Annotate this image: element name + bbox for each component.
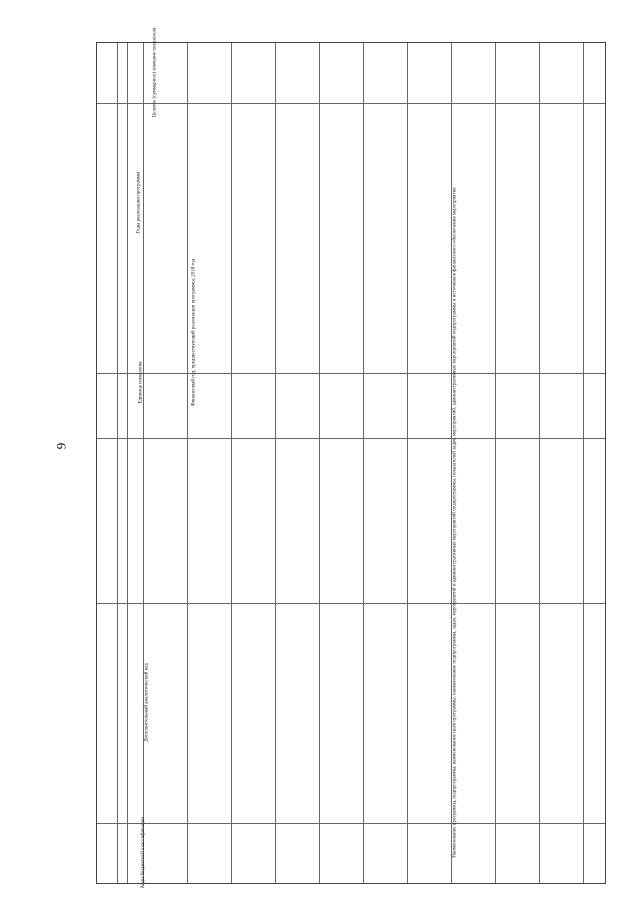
page-number: 9 [53,442,69,450]
header-unit-col: Единица измерения [138,361,144,404]
header-name-col: Наименование программы, подпрограммы, наименование цели программы, наименование подпрограммы, задач, мероприятий и административных мероприятий подпрограммы, показателей задач, мероприятий, административных мероприятий подпрограммы и источников финансового обеспечения мероприятия [452,187,458,858]
header-target-group: Целевое (суммарное) значение показателя [152,27,158,118]
header-left-group: Коды бюджетной классификации [140,817,146,888]
table-frame [96,42,606,884]
header-base-col: Финансовый год, предшествующий реализации программы, 2018 год [191,258,197,407]
header-mid-group: Дополнительный аналитический код [144,663,150,742]
header-years-group: Годы реализации программы [136,171,142,234]
